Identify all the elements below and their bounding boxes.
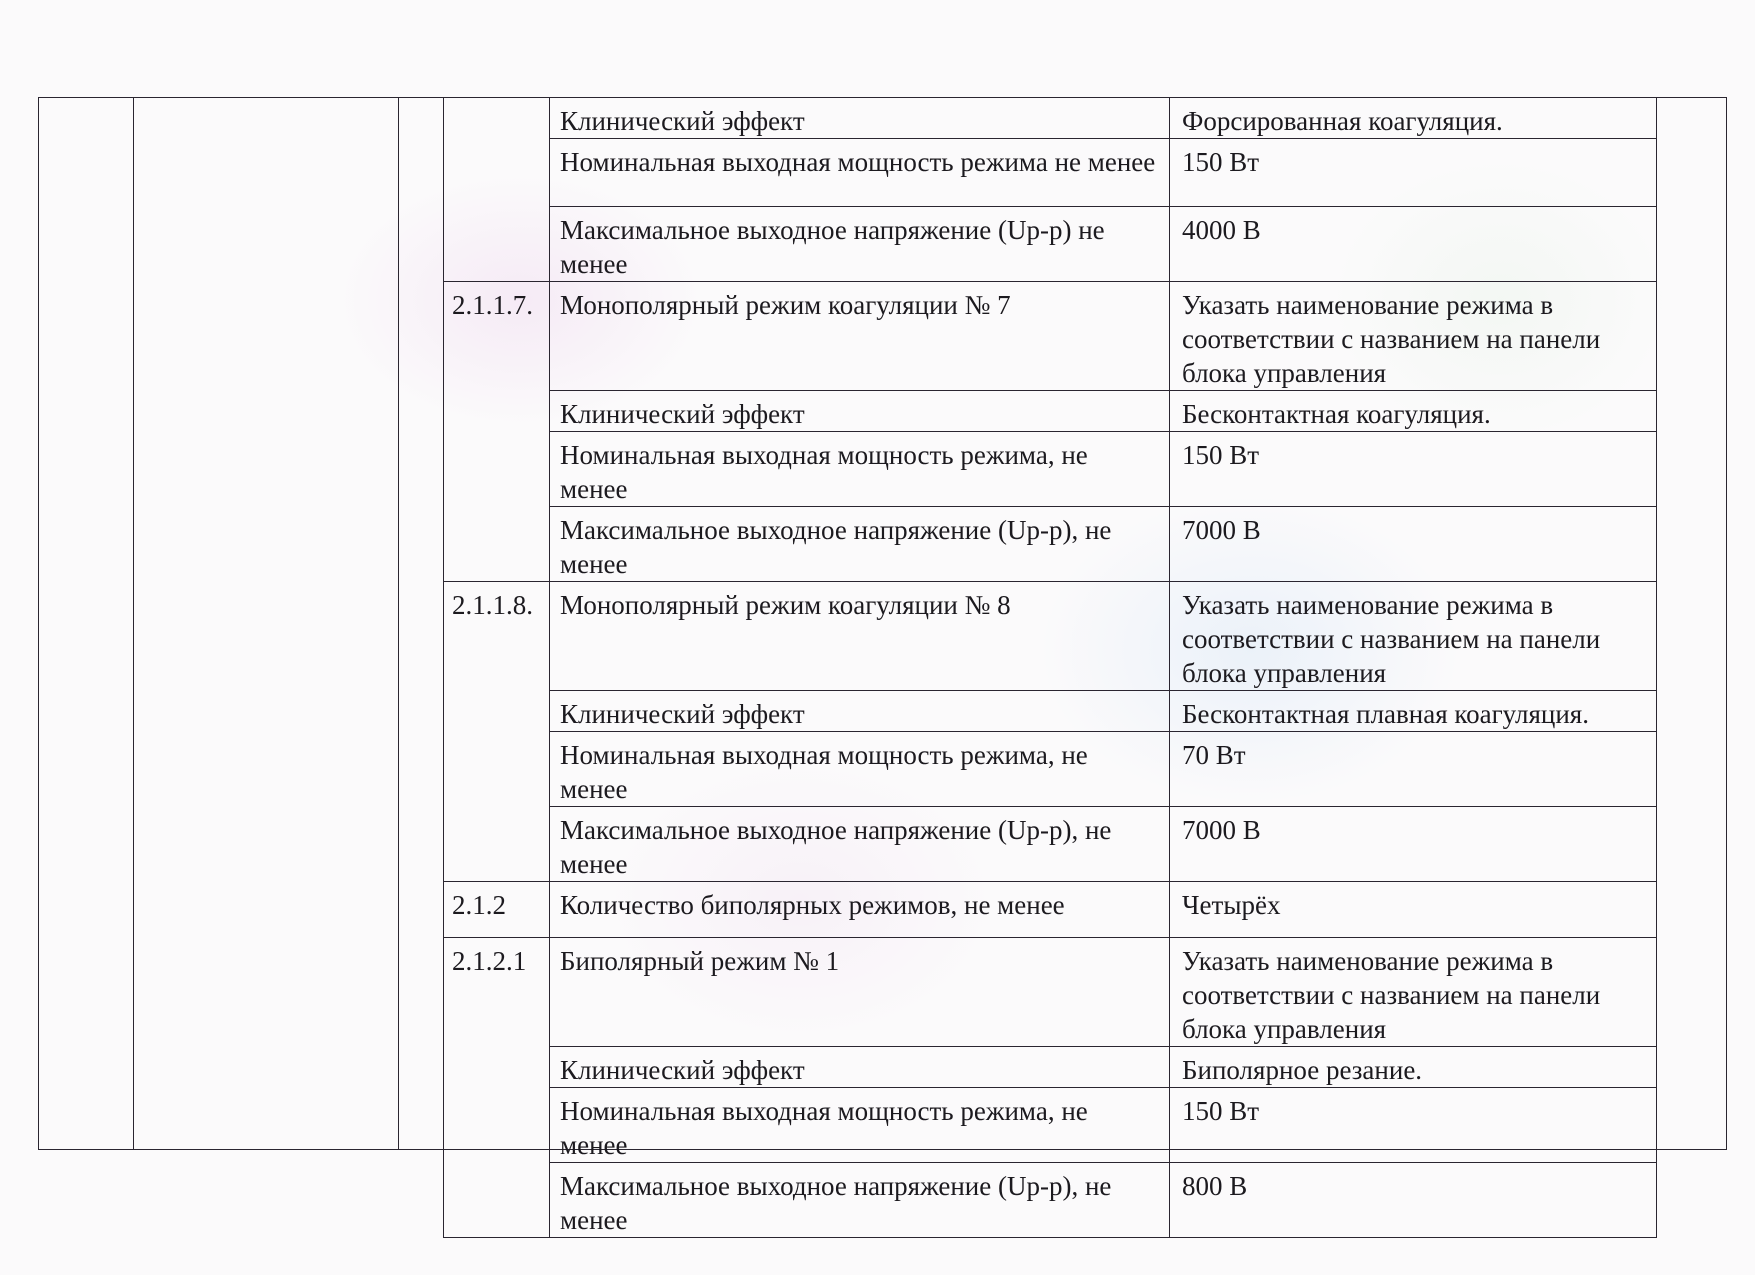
table-row xyxy=(444,391,1657,432)
parameter-cell: Клинический эффект xyxy=(550,1047,1170,1088)
table-row xyxy=(444,432,1657,507)
parameter-cell: Номинальная выходная мощность режима, не менее xyxy=(550,432,1170,507)
value-cell: 4000 В xyxy=(1170,207,1657,282)
table-row xyxy=(444,1088,1657,1163)
table-row xyxy=(444,282,1657,391)
table-row xyxy=(444,98,1657,139)
value-cell: Указать наименование режима в соответствии с названием на панели блока управления xyxy=(1170,938,1657,1047)
parameter-cell: Клинический эффект xyxy=(550,691,1170,732)
parameter-cell: Максимальное выходное напряжение (Up-p), не менее xyxy=(550,507,1170,582)
value-cell: Бесконтактная коагуляция. xyxy=(1170,391,1657,432)
item-number-cell: 2.1.1.7. xyxy=(444,282,550,582)
table-row xyxy=(444,938,1657,1047)
specifications-table xyxy=(443,97,1657,1238)
value-cell: Четырёх xyxy=(1170,882,1657,938)
value-cell: 7000 В xyxy=(1170,807,1657,882)
parameter-cell: Номинальная выходная мощность режима, не менее xyxy=(550,732,1170,807)
value-cell: Бесконтактная плавная коагуляция. xyxy=(1170,691,1657,732)
value-cell: Указать наименование режима в соответствии с названием на панели блока управления xyxy=(1170,282,1657,391)
item-number-cell: 2.1.1.8. xyxy=(444,582,550,882)
table-row xyxy=(444,207,1657,282)
table-row xyxy=(444,582,1657,691)
parameter-cell: Монополярный режим коагуляции № 7 xyxy=(550,282,1170,391)
parameter-cell: Клинический эффект xyxy=(550,98,1170,139)
value-cell: 150 Вт xyxy=(1170,1088,1657,1163)
value-cell: Форсированная коагуляция. xyxy=(1170,98,1657,139)
parameter-cell: Монополярный режим коагуляции № 8 xyxy=(550,582,1170,691)
item-number-cell: 2.1.2.1 xyxy=(444,938,550,1238)
parameter-cell: Максимальное выходное напряжение (Up-p), не менее xyxy=(550,1163,1170,1238)
parameter-cell: Биполярный режим № 1 xyxy=(550,938,1170,1047)
parameter-cell: Количество биполярных режимов, не менее xyxy=(550,882,1170,938)
value-cell: 7000 В xyxy=(1170,507,1657,582)
table-row xyxy=(444,1047,1657,1088)
parameter-cell: Клинический эффект xyxy=(550,391,1170,432)
table-row xyxy=(444,139,1657,207)
value-cell: 70 Вт xyxy=(1170,732,1657,807)
table-row xyxy=(444,507,1657,582)
value-cell: Указать наименование режима в соответствии с названием на панели блока управления xyxy=(1170,582,1657,691)
parameter-cell: Номинальная выходная мощность режима, не менее xyxy=(550,1088,1170,1163)
column-divider xyxy=(133,97,134,1150)
parameter-cell: Максимальное выходное напряжение (Up-p) не менее xyxy=(550,207,1170,282)
value-cell: 800 В xyxy=(1170,1163,1657,1238)
column-divider xyxy=(398,97,399,1150)
table-row xyxy=(444,882,1657,938)
value-cell: Биполярное резание. xyxy=(1170,1047,1657,1088)
item-number-cell: 2.1.2 xyxy=(444,882,550,938)
value-cell: 150 Вт xyxy=(1170,432,1657,507)
table-row xyxy=(444,1163,1657,1238)
table-row xyxy=(444,691,1657,732)
item-number-cell xyxy=(444,98,550,282)
table-row xyxy=(444,807,1657,882)
parameter-cell: Номинальная выходная мощность режима не менее xyxy=(550,139,1170,207)
value-cell: 150 Вт xyxy=(1170,139,1657,207)
parameter-cell: Максимальное выходное напряжение (Up-p), не менее xyxy=(550,807,1170,882)
table-row xyxy=(444,732,1657,807)
